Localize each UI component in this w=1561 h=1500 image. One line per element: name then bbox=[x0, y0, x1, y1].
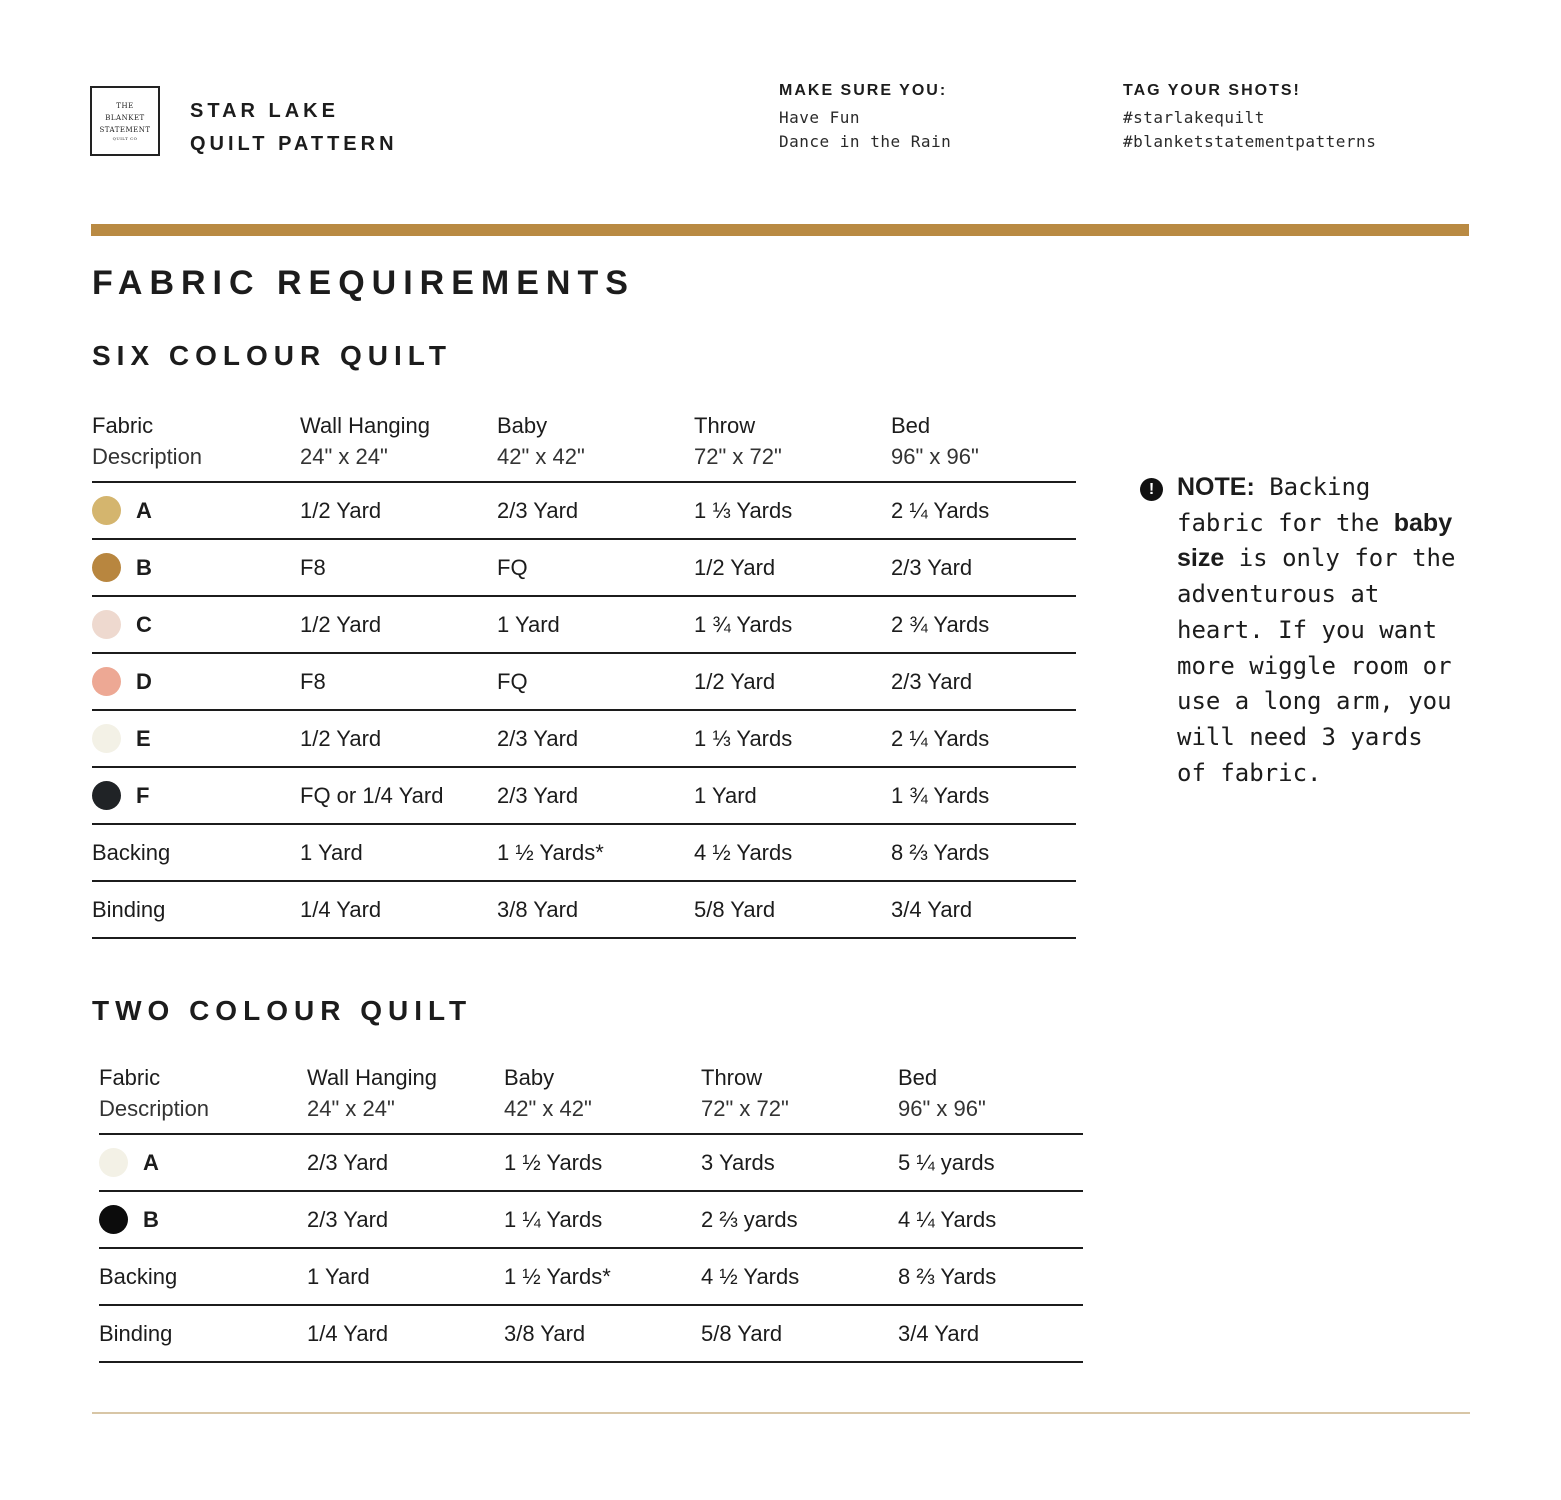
quantity-cell: FQ or 1/4 Yard bbox=[300, 767, 497, 824]
column-header: Wall Hanging 24" x 24" bbox=[300, 410, 497, 482]
quantity-cell: 3/4 Yard bbox=[891, 881, 1076, 938]
note-bold: baby size bbox=[1177, 508, 1453, 573]
quantity-cell: 3/4 Yard bbox=[898, 1305, 1083, 1362]
quantity-cell: 2/3 Yard bbox=[307, 1134, 504, 1191]
six-colour-title: SIX COLOUR QUILT bbox=[92, 340, 452, 371]
quantity-cell: 1 ½ Yards* bbox=[504, 1248, 701, 1305]
column-header: Bed 96" x 96" bbox=[891, 410, 1076, 482]
quantity-cell: 1/2 Yard bbox=[300, 482, 497, 539]
quantity-cell: 1 ½ Yards* bbox=[497, 824, 694, 881]
fabric-label: Backing bbox=[99, 1263, 178, 1289]
fabric-label: Binding bbox=[99, 1320, 173, 1346]
fabric-swatch bbox=[92, 667, 121, 696]
fabric-label: C bbox=[136, 611, 152, 637]
quantity-cell: F8 bbox=[300, 653, 497, 710]
pattern-title-line1: STAR LAKE bbox=[190, 100, 339, 122]
quantity-cell: 1/2 Yard bbox=[300, 596, 497, 653]
quantity-cell: 3/8 Yard bbox=[504, 1305, 701, 1362]
quantity-cell: 1 ½ Yards bbox=[504, 1134, 701, 1191]
column-header: Fabric Description bbox=[99, 1062, 307, 1134]
fabric-cell bbox=[99, 1248, 307, 1305]
quantity-cell: 1 Yard bbox=[300, 824, 497, 881]
logo-line: QUILT CO bbox=[112, 136, 138, 141]
quantity-cell: 3/8 Yard bbox=[497, 881, 694, 938]
fabric-cell bbox=[92, 653, 300, 710]
table-row bbox=[99, 1305, 1083, 1362]
fabric-cell bbox=[99, 1305, 307, 1362]
quantity-cell: 1 ¾ Yards bbox=[891, 767, 1076, 824]
quantity-cell: 3 Yards bbox=[701, 1134, 898, 1191]
fabric-swatch bbox=[99, 1148, 128, 1177]
fabric-label: B bbox=[136, 554, 152, 580]
quantity-cell: 4 ½ Yards bbox=[701, 1248, 898, 1305]
make-sure-line: Dance in the Rain bbox=[779, 132, 952, 151]
table-header-row bbox=[99, 1062, 1083, 1134]
table-row bbox=[92, 539, 1076, 596]
six-colour-table bbox=[92, 410, 1076, 939]
note-text: is only for the adventurous at heart. If you want more wiggle room or use a long arm, you will need 3 yards of fabric. bbox=[1177, 544, 1456, 787]
two-colour-title: TWO COLOUR QUILT bbox=[92, 995, 473, 1026]
quantity-cell: 2/3 Yard bbox=[497, 482, 694, 539]
quantity-cell: 2/3 Yard bbox=[497, 710, 694, 767]
quantity-cell: 2 ¼ Yards bbox=[891, 710, 1076, 767]
page-title: FABRIC REQUIREMENTS bbox=[92, 264, 635, 302]
quantity-cell: FQ bbox=[497, 653, 694, 710]
table-row bbox=[92, 596, 1076, 653]
fabric-label: F bbox=[136, 782, 150, 808]
table-row bbox=[92, 482, 1076, 539]
column-header: Bed 96" x 96" bbox=[898, 1062, 1083, 1134]
quantity-cell: 5/8 Yard bbox=[694, 881, 891, 938]
pattern-title-line2: QUILT PATTERN bbox=[190, 133, 398, 155]
table-row bbox=[92, 653, 1076, 710]
pattern-title bbox=[190, 95, 398, 161]
info-alert-icon: ! bbox=[1140, 478, 1163, 501]
quantity-cell: 2/3 Yard bbox=[307, 1191, 504, 1248]
quantity-cell: 4 ¼ Yards bbox=[898, 1191, 1083, 1248]
quantity-cell: 1 ⅓ Yards bbox=[694, 710, 891, 767]
quantity-cell: 1 Yard bbox=[497, 596, 694, 653]
quantity-cell: 5 ¼ yards bbox=[898, 1134, 1083, 1191]
quantity-cell: 1 Yard bbox=[694, 767, 891, 824]
footer-rule bbox=[92, 1412, 1470, 1414]
quantity-cell: 1 ⅓ Yards bbox=[694, 482, 891, 539]
column-header: Throw 72" x 72" bbox=[701, 1062, 898, 1134]
fabric-label: Binding bbox=[92, 896, 166, 922]
note-text: Backing fabric for the bbox=[1177, 473, 1380, 537]
logo-line: STATEMENT bbox=[99, 126, 151, 134]
fabric-swatch bbox=[92, 496, 121, 525]
fabric-label: Backing bbox=[92, 839, 171, 865]
table-row bbox=[99, 1191, 1083, 1248]
hashtag: #blanketstatementpatterns bbox=[1123, 132, 1377, 151]
make-sure-label: MAKE SURE YOU: bbox=[779, 82, 948, 99]
quantity-cell: 2/3 Yard bbox=[891, 653, 1076, 710]
tag-label: TAG YOUR SHOTS! bbox=[1123, 82, 1301, 99]
quantity-cell: 1 ¼ Yards bbox=[504, 1191, 701, 1248]
make-sure-block bbox=[779, 82, 951, 154]
note-label: NOTE: bbox=[1177, 473, 1255, 501]
column-header: Fabric Description bbox=[92, 410, 300, 482]
quantity-cell: 1 ¾ Yards bbox=[694, 596, 891, 653]
tag-block bbox=[1123, 82, 1376, 154]
quantity-cell: 4 ½ Yards bbox=[694, 824, 891, 881]
quantity-cell: 1 Yard bbox=[307, 1248, 504, 1305]
quantity-cell: 8 ⅔ Yards bbox=[891, 824, 1076, 881]
fabric-label: D bbox=[136, 668, 152, 694]
fabric-label: E bbox=[136, 725, 151, 751]
fabric-label: A bbox=[143, 1149, 159, 1175]
quantity-cell: 2 ¾ Yards bbox=[891, 596, 1076, 653]
fabric-cell bbox=[92, 767, 300, 824]
quantity-cell: 2 ⅔ yards bbox=[701, 1191, 898, 1248]
fabric-label: B bbox=[143, 1206, 159, 1232]
table-row bbox=[92, 881, 1076, 938]
fabric-cell bbox=[92, 824, 300, 881]
column-header: Throw 72" x 72" bbox=[694, 410, 891, 482]
quantity-cell: F8 bbox=[300, 539, 497, 596]
fabric-cell bbox=[92, 482, 300, 539]
table-row bbox=[92, 767, 1076, 824]
table-row bbox=[99, 1134, 1083, 1191]
fabric-label: A bbox=[136, 497, 152, 523]
quantity-cell: 1/2 Yard bbox=[694, 539, 891, 596]
fabric-swatch bbox=[92, 724, 121, 753]
fabric-swatch bbox=[99, 1205, 128, 1234]
fabric-cell bbox=[92, 596, 300, 653]
make-sure-line: Have Fun bbox=[779, 108, 861, 127]
table-row bbox=[99, 1248, 1083, 1305]
quantity-cell: 8 ⅔ Yards bbox=[898, 1248, 1083, 1305]
hashtag: #starlakequilt bbox=[1123, 108, 1265, 127]
brand-logo bbox=[90, 86, 160, 156]
quantity-cell: 1/4 Yard bbox=[300, 881, 497, 938]
column-header: Baby 42" x 42" bbox=[497, 410, 694, 482]
two-colour-table bbox=[99, 1062, 1083, 1363]
quantity-cell: 2/3 Yard bbox=[497, 767, 694, 824]
table-row bbox=[92, 710, 1076, 767]
quantity-cell: 2 ¼ Yards bbox=[891, 482, 1076, 539]
accent-bar bbox=[91, 224, 1469, 236]
quantity-cell: 1/4 Yard bbox=[307, 1305, 504, 1362]
logo-line: BLANKET bbox=[105, 114, 145, 122]
table-header-row bbox=[92, 410, 1076, 482]
fabric-cell bbox=[99, 1191, 307, 1248]
fabric-cell bbox=[92, 881, 300, 938]
fabric-swatch bbox=[92, 781, 121, 810]
logo-line: THE bbox=[116, 102, 134, 110]
quantity-cell: 2/3 Yard bbox=[891, 539, 1076, 596]
fabric-swatch bbox=[92, 610, 121, 639]
fabric-swatch bbox=[92, 553, 121, 582]
table-row bbox=[92, 824, 1076, 881]
backing-note bbox=[1140, 470, 1460, 791]
quantity-cell: 5/8 Yard bbox=[701, 1305, 898, 1362]
quantity-cell: 1/2 Yard bbox=[300, 710, 497, 767]
fabric-cell bbox=[92, 710, 300, 767]
fabric-cell bbox=[92, 539, 300, 596]
quantity-cell: 1/2 Yard bbox=[694, 653, 891, 710]
column-header: Baby 42" x 42" bbox=[504, 1062, 701, 1134]
quantity-cell: FQ bbox=[497, 539, 694, 596]
column-header: Wall Hanging 24" x 24" bbox=[307, 1062, 504, 1134]
fabric-cell bbox=[99, 1134, 307, 1191]
